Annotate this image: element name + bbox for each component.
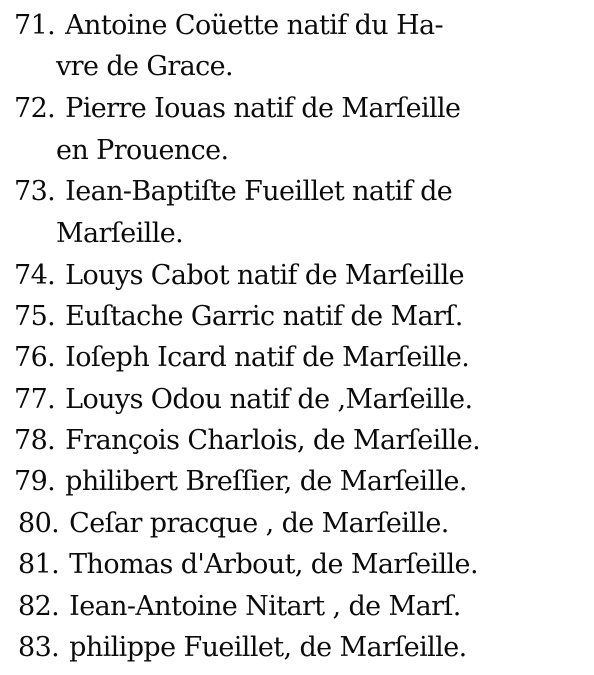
entry-line-continuation: en Prouence. bbox=[56, 135, 229, 166]
entry-number: 82. bbox=[18, 591, 60, 622]
entry-text: Ceſar pracque , de Marſeille. bbox=[69, 508, 449, 539]
entry-number: 81. bbox=[18, 549, 60, 580]
entry-text: Ioſeph Icard natif de Marſeille. bbox=[65, 342, 470, 373]
entry-text: Pierre Iouas natif de Marſeille bbox=[65, 93, 461, 124]
entry-line-continuation: Marſeille. bbox=[56, 218, 184, 249]
entry-text: Louys Odou natif de ,Marſeille. bbox=[65, 384, 473, 415]
entry-text: Antoine Coüette natif du Ha- bbox=[65, 10, 444, 41]
entry-number: 72. bbox=[14, 93, 56, 124]
entry-line-continuation: vre de Grace. bbox=[56, 51, 234, 82]
entry-line bbox=[18, 634, 467, 661]
entry-text: Iean-Antoine Nitart , de Marſ. bbox=[69, 591, 461, 622]
entry-text: philippe Fueillet, de Marſeille. bbox=[69, 632, 467, 663]
entry-number: 71. bbox=[14, 10, 56, 41]
entry-text: Thomas d'Arbout, de Marſeille. bbox=[69, 549, 478, 580]
entry-line bbox=[14, 178, 452, 205]
entry-line bbox=[18, 551, 478, 578]
entry-text: Louys Cabot natif de Marſeille bbox=[65, 260, 465, 291]
entry-number: 78. bbox=[14, 425, 56, 456]
entry-line bbox=[14, 468, 467, 495]
entry-line bbox=[18, 510, 449, 537]
entry-text: Euſtache Garric natif de Marſ. bbox=[65, 301, 463, 332]
entry-number: 80. bbox=[18, 508, 60, 539]
entry-text: Iean-Baptiſte Fueillet natif de bbox=[65, 176, 453, 207]
entry-line bbox=[14, 427, 480, 454]
entry-line bbox=[14, 12, 443, 39]
entry-number: 74. bbox=[14, 260, 56, 291]
entry-number: 75. bbox=[14, 301, 56, 332]
entry-number: 73. bbox=[14, 176, 56, 207]
entry-number: 76. bbox=[14, 342, 56, 373]
entry-text: philibert Breſſier, de Marſeille. bbox=[65, 466, 467, 497]
entry-number: 83. bbox=[18, 632, 60, 663]
entry-line bbox=[18, 593, 461, 620]
entry-line bbox=[14, 95, 460, 122]
entry-number: 79. bbox=[14, 466, 56, 497]
entry-line bbox=[14, 344, 469, 371]
entry-line bbox=[14, 386, 473, 413]
entry-line bbox=[14, 262, 464, 289]
entry-text: François Charlois, de Marſeille. bbox=[65, 425, 481, 456]
entry-number: 77. bbox=[14, 384, 56, 415]
entry-line bbox=[14, 303, 463, 330]
